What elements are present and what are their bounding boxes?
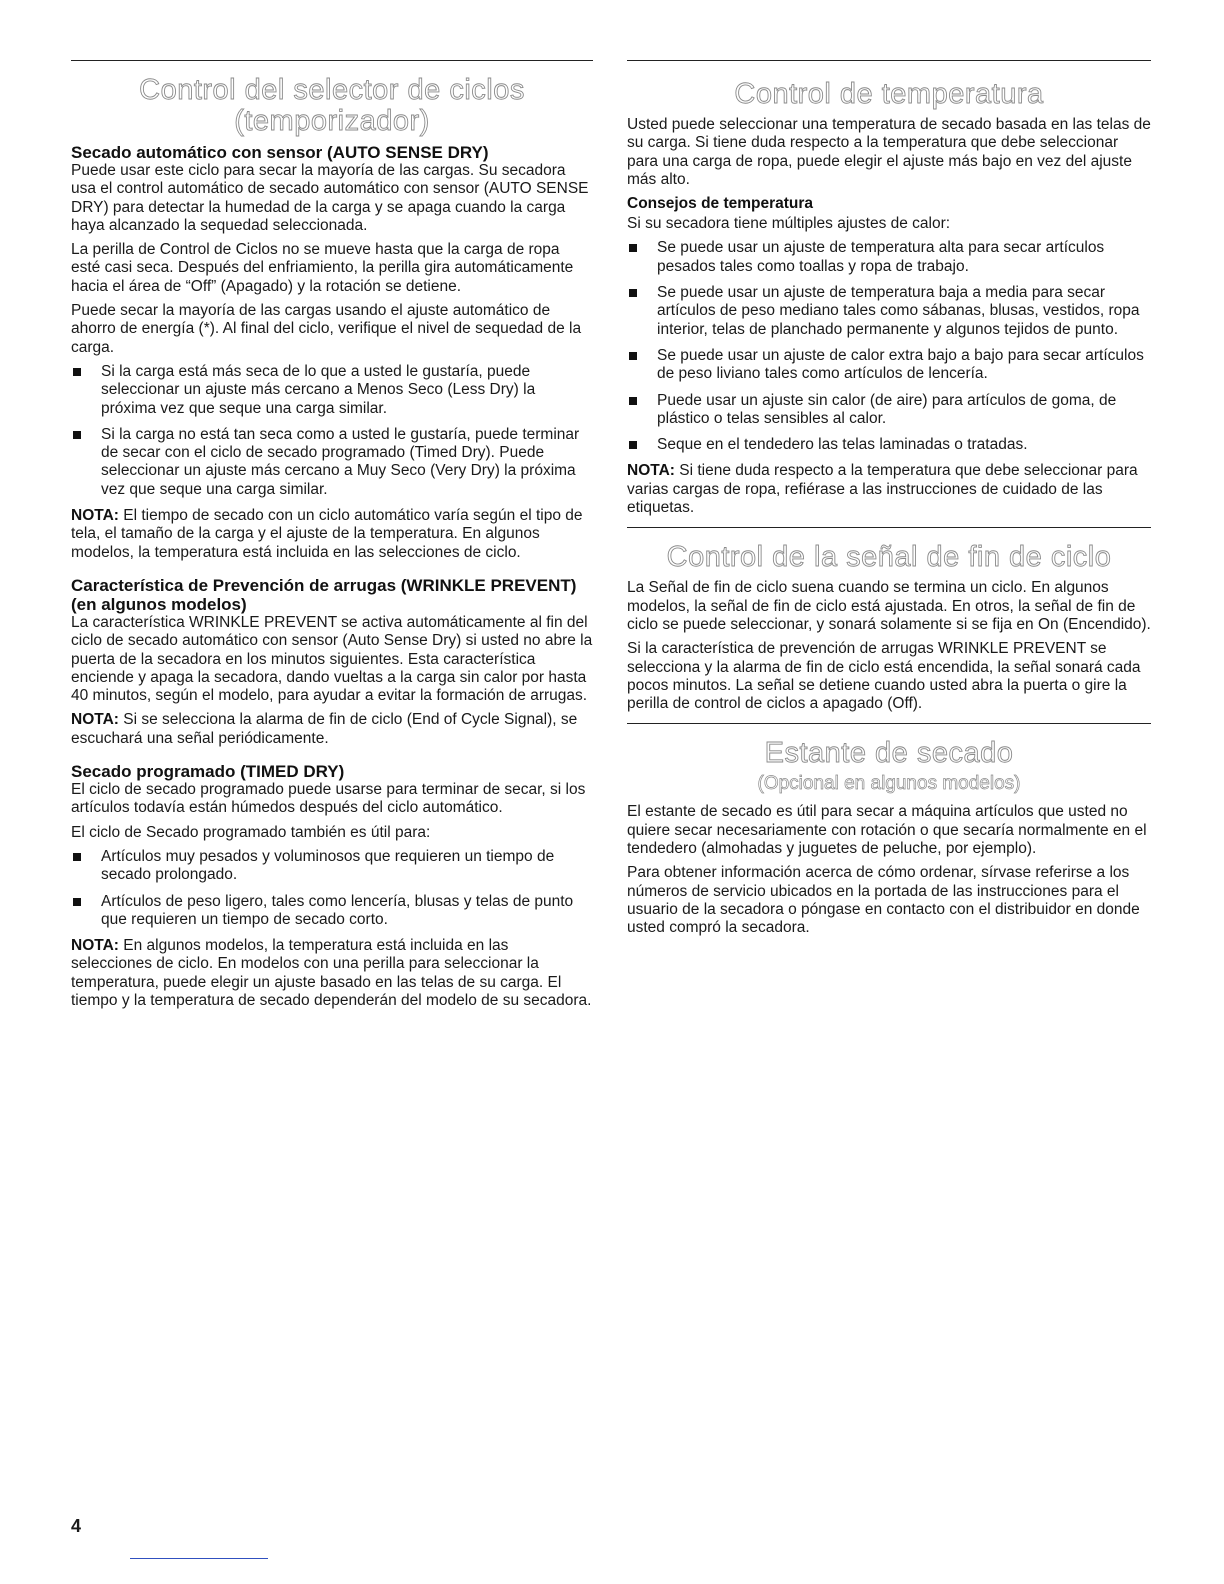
auto-sense-paragraph-1: Puede usar este ciclo para secar la mayoría de las cargas. Su secadora usa el control automático de secado automático con sensor (AUTO SENSE DRY) para detectar la humedad de la carga y se apaga cuando la carga haya alcanzado la sequedad seleccionada.: [71, 162, 589, 234]
drying-rack-subtitle: (Opcional en algunos modelos): [757, 773, 1021, 795]
timed-dry-paragraph-2: El ciclo de Secado programado también es útil para:: [71, 823, 431, 841]
list-item-text: Se puede usar un ajuste de temperatura alta para secar artículos pesados tales como toallas y ropa de trabajo.: [657, 239, 1105, 275]
list-item-text: Se puede usar un ajuste de temperatura baja a media para secar artículos de peso mediano tales como sábanas, blusas, vestidos, ropa interior, telas de planchado permanente y algunos tejidos de punto.: [657, 284, 1140, 338]
bullet-icon: [73, 898, 81, 906]
list-item: [627, 347, 1151, 384]
end-of-cycle-paragraph-2: Si la característica de prevención de arrugas WRINKLE PREVENT se selecciona y la alarma de fin de ciclo está encendida, la señal sonará cada pocos minutos. La señal se detiene cuando usted abra la puerta o gire la perilla de control de ciclos a apagado (Off).: [627, 640, 1141, 713]
bullet-icon: [629, 397, 637, 405]
timed-dry-bullets: [71, 848, 593, 929]
list-item-text: Se puede usar un ajuste de calor extra bajo a bajo para secar artículos de peso liviano tales como artículos de lencería.: [657, 346, 1144, 383]
auto-sense-note: [71, 507, 593, 562]
bullet-icon: [73, 368, 81, 376]
list-item-text: Si la carga está más seca de lo que a usted le gustaría, puede seleccionar un ajuste más cercano a Menos Seco (Less Dry) la próxima vez que seque una carga similar.: [101, 362, 536, 417]
right-column: [627, 60, 1151, 944]
wrinkle-prevent-heading: Característica de Prevención de arrugas (WRINKLE PREVENT) (en algunos modelos): [71, 575, 577, 614]
end-of-cycle-paragraph-1: La Señal de fin de ciclo suena cuando se termina un ciclo. En algunos modelos, la señal de fin de ciclo está ajustada. En otros, la señal de fin de ciclo se puede seleccionar, y sonará solamente si se fija en On (Encendido).: [627, 579, 1151, 633]
bullet-icon: [629, 352, 637, 360]
bullet-icon: [629, 244, 637, 252]
list-item-text: Artículos de peso ligero, tales como lencería, blusas y telas de punto que requieren un tiempo de secado corto.: [101, 892, 574, 928]
bullet-icon: [629, 289, 637, 297]
cycle-selector-title-line1: Control del selector de ciclos: [139, 74, 525, 106]
section-divider: [627, 527, 1151, 528]
timed-dry-heading: Secado programado (TIMED DRY): [71, 762, 345, 782]
list-item-text: Seque en el tendedero las telas laminadas o tratadas.: [657, 436, 1028, 454]
temperature-note: [627, 462, 1151, 517]
drying-rack-paragraph-1: El estante de secado es útil para secar a máquina artículos que usted no quiere secar necesariamente con rotación o que secaría normalmente en el tendedero (almohadas y juguetes de peluche, por ejemplo).: [627, 803, 1147, 858]
timed-dry-note: [71, 937, 593, 1010]
note-label: NOTA:: [71, 507, 119, 525]
note-label: NOTA:: [627, 462, 675, 480]
list-item: [627, 436, 1151, 454]
bullet-icon: [629, 441, 637, 449]
note-text: Si se selecciona la alarma de fin de ciclo (End of Cycle Signal), se escuchará una señal periódicamente.: [71, 711, 578, 747]
note-text: En algunos modelos, la temperatura está incluida en las selecciones de ciclo. En modelos con una perilla para seleccionar la temperatura, puede elegir un ajuste basado en las telas de su carga. El tiempo y la temperatura de secado dependerán del modelo de su secadora.: [71, 937, 592, 1009]
temperature-tips-heading: Consejos de temperatura: [627, 195, 814, 213]
cycle-selector-title: [71, 75, 593, 137]
top-rule-right: [627, 60, 1151, 61]
list-item: [627, 392, 1151, 429]
list-item-text: Artículos muy pesados y voluminosos que requieren un tiempo de secado prolongado.: [101, 847, 555, 884]
note-text: Si tiene duda respecto a la temperatura que debe seleccionar para varias cargas de ropa, refiérase a las instrucciones de cuidado de las etiquetas.: [627, 462, 1138, 517]
note-label: NOTA:: [71, 937, 119, 955]
list-item: [71, 363, 593, 418]
auto-sense-paragraph-3: Puede secar la mayoría de las cargas usando el ajuste automático de ahorro de energía (*). Al final del ciclo, verifique el nivel de sequedad de la carga.: [71, 302, 582, 356]
bullet-icon: [73, 431, 81, 439]
section-divider: [627, 723, 1151, 724]
bullet-icon: [73, 853, 81, 861]
auto-sense-bullets: [71, 363, 593, 499]
wrinkle-prevent-paragraph: La característica WRINKLE PREVENT se activa automáticamente al fin del ciclo de secado automático con sensor (Auto Sense Dry) si usted no abre la puerta de la secadora en los minutos siguientes. Esta característica enciende y apaga la secadora, dando vueltas a la carga sin calor por hasta 40 minutos, según el modelo, para ayudar a evitar la formación de arrugas.: [71, 613, 593, 705]
wrinkle-prevent-note: [71, 711, 593, 748]
temperature-paragraph: Usted puede seleccionar una temperatura de secado basada en las telas de su carga. Si tiene duda respecto a la temperatura que debe seleccionar para una carga de ropa, puede elegir el ajuste más bajo en vez del ajuste más alto.: [627, 116, 1151, 188]
temperature-bullets: [627, 239, 1151, 454]
top-rule-left: [71, 60, 593, 61]
note-label: NOTA:: [71, 711, 119, 729]
page-number: 4: [71, 1516, 82, 1536]
temperature-title: Control de temperatura: [734, 78, 1044, 110]
list-item: [71, 893, 593, 930]
left-column: [71, 60, 593, 1016]
list-item: [71, 848, 593, 885]
note-text: El tiempo de secado con un ciclo automático varía según el tipo de tela, el tamaño de la carga y el ajuste de la temperatura. En algunos modelos, la temperatura está incluida en las selecciones de ciclo.: [71, 507, 583, 561]
list-item: [627, 239, 1151, 276]
list-item-text: Puede usar un ajuste sin calor (de aire) para artículos de goma, de plástico o telas sensibles al calor.: [657, 391, 1117, 427]
list-item-text: Si la carga no está tan seca como a usted le gustaría, puede terminar de secar con el ciclo de secado programado (Timed Dry). Puede seleccionar un ajuste más cercano a Muy Seco (Very Dry) la próxima vez que seque una carga similar.: [101, 425, 580, 498]
drying-rack-title: Estante de secado: [764, 737, 1014, 770]
cycle-selector-title-line2: (temporizador): [234, 105, 430, 137]
auto-sense-paragraph-2: La perilla de Control de Ciclos no se mueve hasta que la carga de ropa esté casi seca. Después del enfriamiento, la perilla gira automáticamente hacia el área de “Off” (Apagado) y la rotación se detiene.: [71, 241, 574, 295]
temperature-tips-intro: Si su secadora tiene múltiples ajustes de calor:: [627, 215, 951, 233]
drying-rack-paragraph-2: Para obtener información acerca de cómo ordenar, sírvase referirse a los números de servicio ubicados en la portada de las instrucciones para el usuario de la secadora o póngase en contacto con el distribuidor en donde usted compró la secadora.: [627, 864, 1140, 937]
list-item: [627, 284, 1151, 339]
list-item: [71, 426, 593, 499]
footer-line: [130, 1558, 268, 1559]
timed-dry-paragraph-1: El ciclo de secado programado puede usarse para terminar de secar, si los artículos todavía están húmedos después del ciclo automático.: [71, 781, 586, 817]
auto-sense-heading: Secado automático con sensor (AUTO SENSE DRY): [71, 143, 489, 162]
end-of-cycle-signal-title: Control de la señal de fin de ciclo: [666, 541, 1112, 574]
